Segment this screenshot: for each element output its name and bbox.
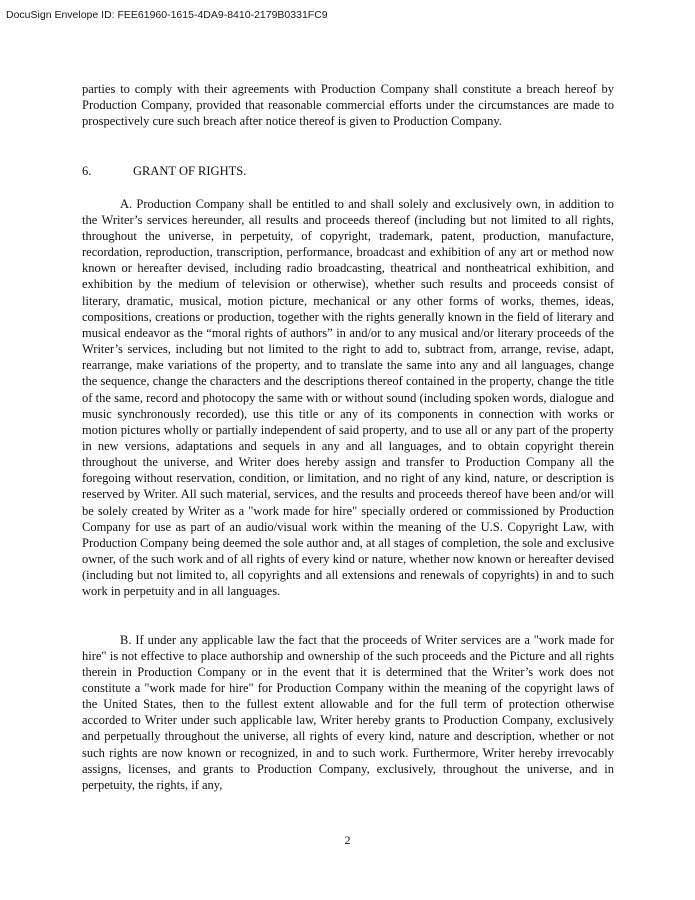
document-body	[82, 81, 614, 793]
page-number: 2	[344, 833, 351, 847]
paragraph-b: B. If under any applicable law the fact that the proceeds of Writer services are a "work made for hire" is not effective to place authorship and ownership of the such proceeds and the Picture and all rights therein in Production Company or in the event that it is determined that the Writer’s work does not constitute a "work made for hire" for Production Company within the meaning of the copyright laws of the United States, then to the fullest extent allowable and for the full term of protection otherwise accorded to Writer under such applicable law, Writer hereby grants to Production Company, exclusively and perpetually throughout the universe, all rights of every kind, nature and description, whether or not such rights are now known or recognized, in and to such work. Furthermore, Writer hereby irrevocably assigns, licenses, and grants to Production Company, exclusively, throughout the universe, and in perpetuity, the rights, if any,	[82, 632, 614, 792]
section-heading	[82, 163, 614, 179]
section-title: GRANT OF RIGHTS.	[133, 164, 247, 179]
paragraph-a: A. Production Company shall be entitled to and shall solely and exclusively own, in addition to the Writer’s services hereunder, all results and proceeds thereof (including but not limited to all rights, throughout the universe, in perpetuity, of copyright, trademark, patent, production, manufacture, recordation, reproduction, transcription, performance, broadcast and exhibition of any art or method now known or hereafter devised, including radio broadcasting, theatrical and nontheatrical exhibition, and exhibition by the medium of television or otherwise), whether such results and proceeds consist of literary, dramatic, musical, motion picture, mechanical or any other forms of works, themes, ideas, compositions, creations or production, together with the rights generally known in the field of literary and musical endeavor as the “moral rights of authors” in and/or to any musical and/or literary proceeds of the Writer’s services, including but not limited to the right to add to, subtract from, arrange, revise, adapt, rearrange, make variations of the property, and to translate the same into any and all languages, change the sequence, change the characters and the descriptions thereof contained in the property, change the title of the same, record and photocopy the same with or without sound (including spoken words, dialogue and music synchronously recorded), use this title or any of its components in connection with works or motion pictures wholly or partially independent of said property, and to use all or any part of the property in new versions, adaptations and sequels in any and all languages, and to obtain copyright therein throughout the universe, and Writer does hereby assign and transfer to Production Company all the foregoing without reservation, condition, or limitation, and no right of any kind, nature, or description is reserved by Writer. All such material, services, and the results and proceeds thereof have been and/or will be solely created by Writer as a "work made for hire" specially ordered or commissioned by Production Company for use as part of an audio/visual work within the meaning of the U.S. Copyright Law, with Production Company being deemed the sole author and, at all stages of completion, the sole and exclusive owner, of the such work and of all rights of every kind or nature, whether now known or hereafter devised (including but not limited to, all copyrights and all extensions and renewals of copyrights) in and to such work in perpetuity and in all languages.	[82, 196, 614, 599]
section-number: 6.	[82, 164, 92, 179]
intro-paragraph: parties to comply with their agreements with Production Company shall constitute a breach hereof by Production Company, provided that reasonable commercial efforts under the circumstances are made to prospectively cure such breach after notice thereof is given to Production Company.	[82, 82, 614, 129]
docusign-envelope-id: DocuSign Envelope ID: FEE61960-1615-4DA9-8410-2179B0331FC9	[6, 9, 328, 21]
